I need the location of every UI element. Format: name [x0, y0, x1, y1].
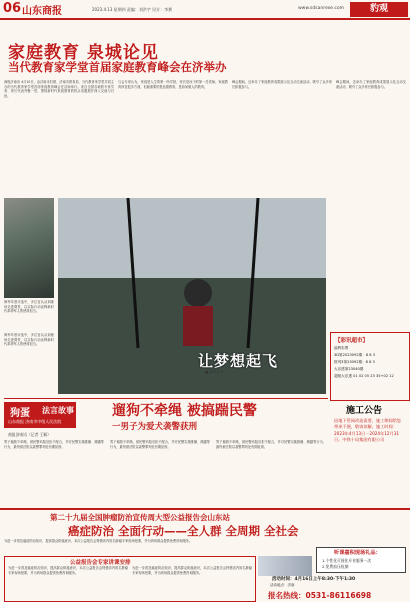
page-number: 06: [3, 1, 22, 16]
divider: [4, 398, 328, 399]
dog-story-subheadline: 一男子为爱犬袭警获刑: [112, 422, 198, 432]
gift-item: 1.个性化可视化专业服务一次: [322, 558, 372, 563]
main-headline: 家庭教育 泉城论见: [8, 43, 159, 63]
lottery-line: 超级大乐透 01 02 05 23 35+02 12: [334, 374, 394, 378]
lottery-line: 福利彩票: [334, 346, 349, 350]
paper-name: 山东商报: [22, 6, 62, 17]
event-place: 活动地点：济南: [270, 583, 295, 587]
article-column-3: 峰会期间，还举办了家庭教育成果展示及互动交流活动，吸引了众多家长积极参与。: [232, 80, 332, 89]
lottery-line: 排列3第23092期：8 8 3: [334, 360, 375, 364]
bottom-title: 第二十九届全国肿瘤防治宣传周大型公益报告会山东站: [50, 513, 230, 522]
section-tag: 豹观: [350, 2, 408, 17]
lottery-title: 【彩讯超市】: [335, 338, 369, 344]
notice-body: 因地下管网改造需要，施工期间给您带来不便，敬请谅解。施工时间：2023年4月13日－2024年12月31日。中铁十局集团有限公司: [334, 418, 402, 443]
side-article: 海军年度评选中，多位官兵从训练场走进课堂，以实际行动诠释新时代革命军人的使命担当。: [4, 300, 54, 314]
issue-meta: 2023.4.13 星期四 责编：刘洪宇 设计：李赛: [92, 7, 173, 12]
event-photo: [258, 556, 312, 576]
lottery-line: 3D第2023092期：8 8 3: [334, 353, 375, 357]
dog-story-headline: 遛狗不牵绳 被搞踹民警: [112, 403, 257, 419]
notice-title: 施工公告: [346, 406, 383, 416]
photo-caption: 让梦想起飞: [198, 352, 279, 370]
bottom-headline: 癌症防治 全面行动——全人群 全周期 全社会: [68, 524, 299, 538]
brand-logo: 狗蛋: [10, 408, 30, 419]
main-subheadline: 当代教育家学堂首届家庭教育峰会在济举办: [8, 60, 227, 74]
soldier-photo: [4, 198, 54, 298]
article-column-4: 峰会期间，还举办了家庭教育成果展示及互动交流活动，吸引了众多家长积极参与。: [336, 80, 406, 89]
lecture-list-left: 为进一步普及癌症防治知识，提高群众防癌意识，本次公益报告会特邀省内知名肿瘤专家现场授课，并为到场群众提供免费咨询服务。: [8, 566, 128, 575]
main-photo: [58, 198, 326, 394]
swing-illustration: [58, 198, 326, 394]
paper-url[interactable]: www.sdsanrexe.com: [298, 6, 344, 11]
side-article-cont: 海军年度评选中，多位官兵从训练场走进课堂，以实际行动诠释新时代革命军人的使命担当。: [4, 333, 54, 347]
dog-story-byline: 商报济南讯（记者 王颖）: [8, 432, 51, 437]
registration-hotline[interactable]: 报名热线：0531-86116698: [268, 591, 372, 600]
gift-title: 听课嘉积现场礼品：: [334, 550, 381, 556]
dog-story-col-1: 男子遛狗不牵绳，被民警劝阻后拒不配合，并对民警实施推搡、踢踹等行为，最终被法院以袭警罪判处有期徒刑。: [4, 440, 104, 449]
event-time: 活动时间：4月16日上午8:30-下午1:30: [272, 577, 356, 582]
dog-story-col-2: 男子遛狗不牵绳，被民警劝阻后拒不配合，并对民警实施推搡、踢踹等行为，最终被法院以袭警罪判处有期徒刑。: [110, 440, 210, 449]
article-column-1: 商报济南讯 4月10日，由济南市妇联、济南市教育局、当代教育家学堂共同主办的当代教育家学堂首届家庭教育峰会在济南举行。来自全国各地的专家学者、家长代表齐聚一堂，围绕新时代家庭教育的热点话题展开深入交流与讨论。: [4, 80, 114, 98]
divider: [0, 508, 410, 510]
article-column-2: 与会专家认为，家庭是人生的第一所学校，家长是孩子的第一任老师。家庭教育涉及很多方面，但最重要的是品德教育，是如何做人的教育。: [118, 80, 228, 89]
brand-stories: 法言故事: [42, 406, 74, 415]
gift-item: 2.免费血压检测: [322, 564, 349, 569]
lottery-line: 大乐透第23040期: [334, 367, 364, 371]
bottom-intro: 为进一步普及癌症防治知识，提高群众防癌意识，本次公益报告会特邀省内知名肿瘤专家现场授课，并为到场群众提供免费咨询服务。: [4, 539, 193, 543]
dog-story-col-3: 男子遛狗不牵绳，被民警劝阻后拒不配合，并对民警实施推搡、踢踹等行为，最终被法院以袭警罪判处有期徒刑。: [216, 440, 326, 449]
lecture-schedule-title: 公益报告会专家讲课安排: [70, 560, 131, 566]
photo-credit: ■ 新华社发: [205, 370, 224, 374]
lecture-list-right: 为进一步普及癌症防治知识，提高群众防癌意识，本次公益报告会特邀省内知名肿瘤专家现场授课，并为到场群众提供免费咨询服务。: [132, 566, 252, 575]
brand-sub: 山东商报 济南市中级人民法院: [8, 419, 62, 424]
